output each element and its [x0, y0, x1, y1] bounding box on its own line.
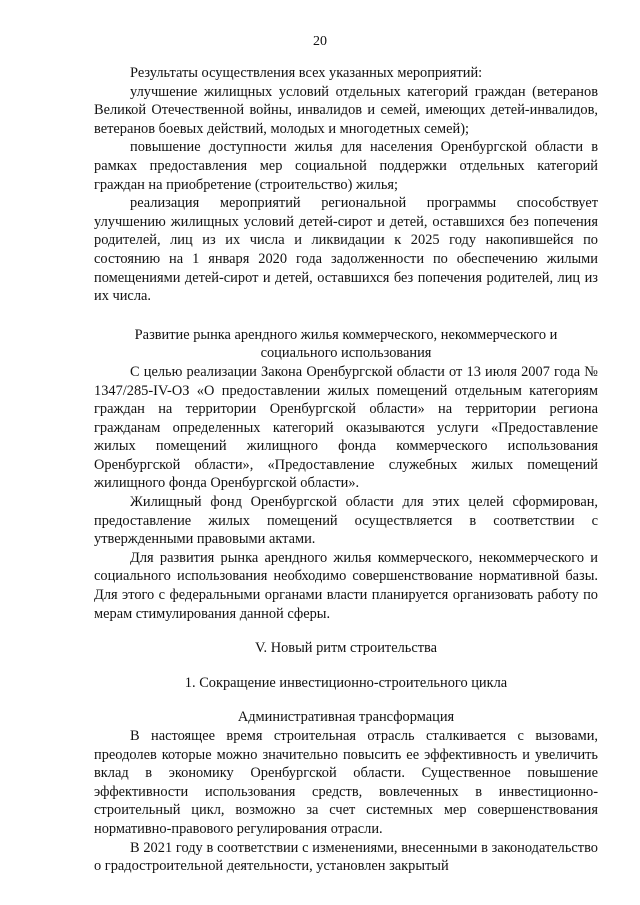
paragraph-industry-challenges: В настоящее время строительная отрасль сталкивается с вызовами, преодолев которые можно значительно повысить ее эффективность и увеличить вклад в экономику Оренбургской области. Существенное повышение эффективности использования средств, вовлеченных в инвестиционно-строительный цикл, возможно за счет системных мер совершенствования нормативно-правового регулирования отрасли.: [94, 728, 598, 837]
section-results: [94, 64, 598, 306]
paragraph-improvement: улучшение жилищных условий отдельных категорий граждан (ветеранов Великой Отечественной войны, инвалидов и семей, имеющих детей-инвалидов, ветеранов боевых действий, молодых и многодетных семей);: [94, 83, 598, 137]
subheading-investment-cycle: 1. Сокращение инвестиционно-строительного цикла: [184, 674, 508, 691]
subheading-administrative-transformation: Административная трансформация: [237, 709, 455, 726]
heading-section-v: V. Новый ритм строительства: [254, 640, 437, 657]
spacer: [94, 692, 598, 708]
spacer: [94, 306, 598, 326]
heading-rental-line-2: социального использования: [260, 345, 432, 362]
paragraph-orphans: реализация мероприятий региональной программы способствует улучшению жилищных условий детей-сирот и детей, оставшихся без попечения родителей, лиц из их числа и ликвидации к 2025 году накопившейся по состоянию на 1 января 2020 года задолженности по обеспечению жилыми помещениями детей-сирот и детей, оставшихся без попечения родителей, лиц из их числа.: [94, 195, 598, 305]
document-body: [94, 64, 598, 876]
page-number: 20: [313, 34, 327, 49]
paragraph-law-reference: С целью реализации Закона Оренбургской области от 13 июля 2007 года № 1347/285-IV-ОЗ «О предоставлении жилых помещений отдельным категориям граждан на территории Оренбургской области» на территории региона гражданам определенных категорий оказываются услуги «Предоставление жилых помещений жилищного фонда коммерческого использования Оренбургской области», «Предоставление служебных жилых помещений жилищного фонда Оренбургской области».: [94, 363, 598, 492]
paragraph-rental-development: Для развития рынка арендного жилья коммерческого, некоммерческого и социального использования необходимо совершенствование нормативной базы. Для этого с федеральными органами власти планируется организовать работу по мерам стимулирования данной сферы.: [94, 549, 598, 622]
paragraph-availability: повышение доступности жилья для населения Оренбургской области в рамках предоставления мер социальной поддержки отдельных категорий граждан на приобретение (строительство) жилья;: [94, 139, 598, 193]
spacer: [94, 623, 598, 639]
section-rental-housing: [94, 326, 598, 624]
paragraph-2021-changes: В 2021 году в соответствии с изменениями, внесенными в законодательство о градостроительной деятельности, установлен закрытый: [94, 839, 598, 875]
paragraph-results-lead: Результаты осуществления всех указанных мероприятий:: [130, 65, 483, 81]
section-new-rhythm: [94, 639, 598, 876]
heading-rental-line-1: Развитие рынка арендного жилья коммерческого, некоммерческого и: [134, 326, 558, 343]
paragraph-housing-fund: Жилищный фонд Оренбургской области для этих целей сформирован, предоставление жилых помещений осуществляется в соответствии с утвержденными правовыми актами.: [94, 494, 598, 548]
spacer: [94, 658, 598, 674]
